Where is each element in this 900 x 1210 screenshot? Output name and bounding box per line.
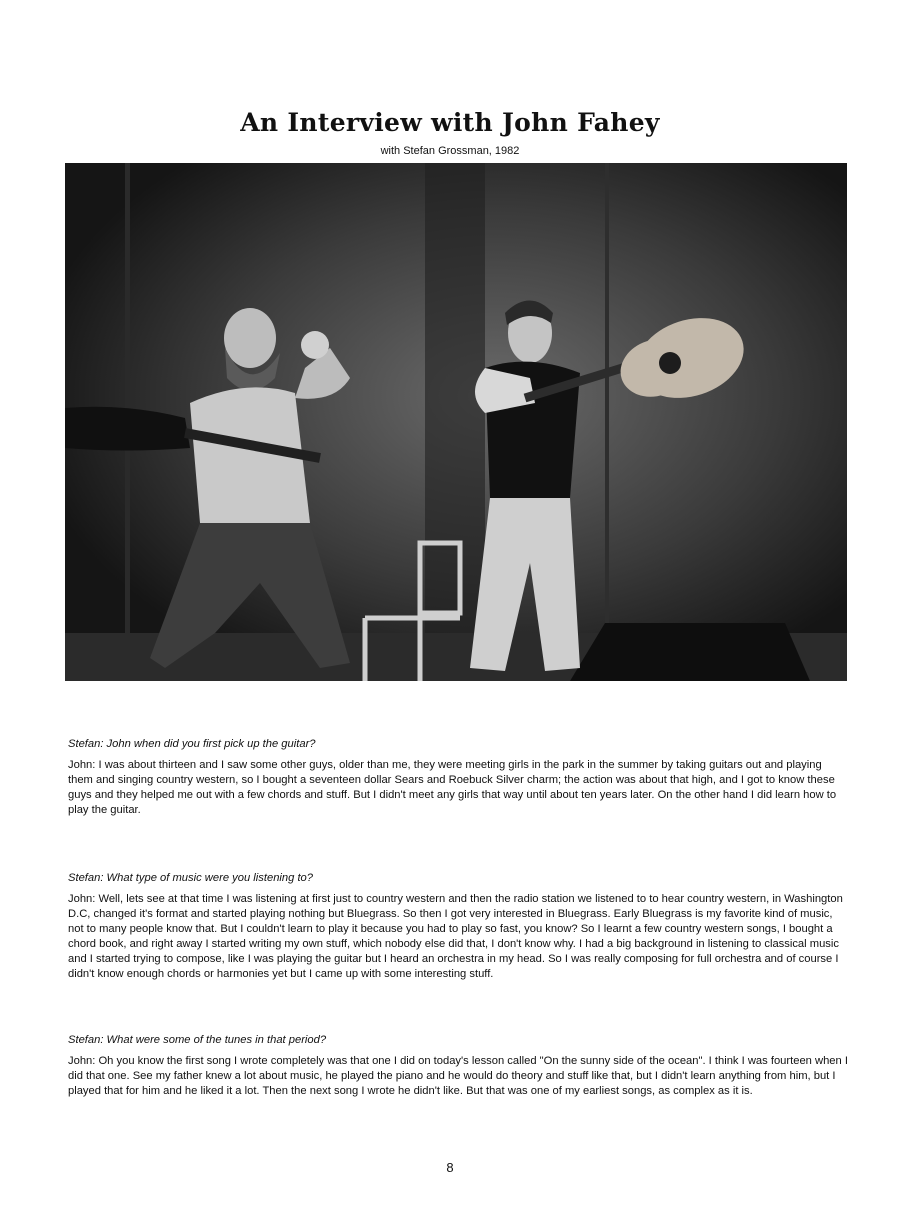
page-subtitle: with Stefan Grossman, 1982	[380, 145, 520, 157]
page-title: An Interview with John Fahey	[240, 108, 660, 137]
answer-3: John: Oh you know the first song I wrote completely was that one I did on today's lesson called "On the sunny side of the ocean". I think I was fourteen when I did that one. See my father knew a lot about music, he played the piano and he would do theory and stuff like that, but I didn't learn anything from him, but I played that for him and he liked it a lot. Then the next song I wrote he didn't like. But that was one of my earliest songs, as complex as it is.	[68, 1055, 848, 1097]
interview-block-3	[68, 1033, 848, 1099]
interview-block-2	[68, 871, 848, 982]
interview-block-1	[68, 737, 848, 818]
question-1: Stefan: John when did you first pick up the guitar?	[68, 738, 316, 750]
question-3: Stefan: What were some of the tunes in that period?	[68, 1034, 327, 1046]
answer-1: John: I was about thirteen and I saw some other guys, older than me, they were meeting girls in the park in the summer by taking guitars out and playing them and singing country western, so I bought a seventeen dollar Sears and Roebuck Silver charm; the action was about that high, and I got to know these guys and they helped me out with a few chords and stuff. But I didn't meet any girls that way until about ten years later. On the other hand I did learn how to play the guitar.	[68, 759, 837, 816]
answer-2: John: Well, lets see at that time I was listening at first just to country western and then the radio station we listened to to hear country western, in Washington D.C, changed it's format and started playing nothing but Bluegrass. So then I got very interested in Bluegrass. Early Bluegrass is my favorite kind of music, not to many people know that. But I couldn't learn to play it because you had to play so fast, you know? So I learnt a few country western songs, I bought a chord book, and right away I started writing my own stuff, which nobody else did that, I don't know why. I had a big background in listening to classical music and I started trying to compose, like I was playing the guitar but I heard an orchestra in my head. So I was really composing for full orchestra and of course I didn't know enough chords or harmonies yet but I came up with some interesting stuff.	[68, 893, 843, 980]
page-number: 8	[446, 1160, 454, 1175]
question-2: Stefan: What type of music were you listening to?	[68, 872, 314, 884]
stage-photo	[65, 163, 847, 681]
